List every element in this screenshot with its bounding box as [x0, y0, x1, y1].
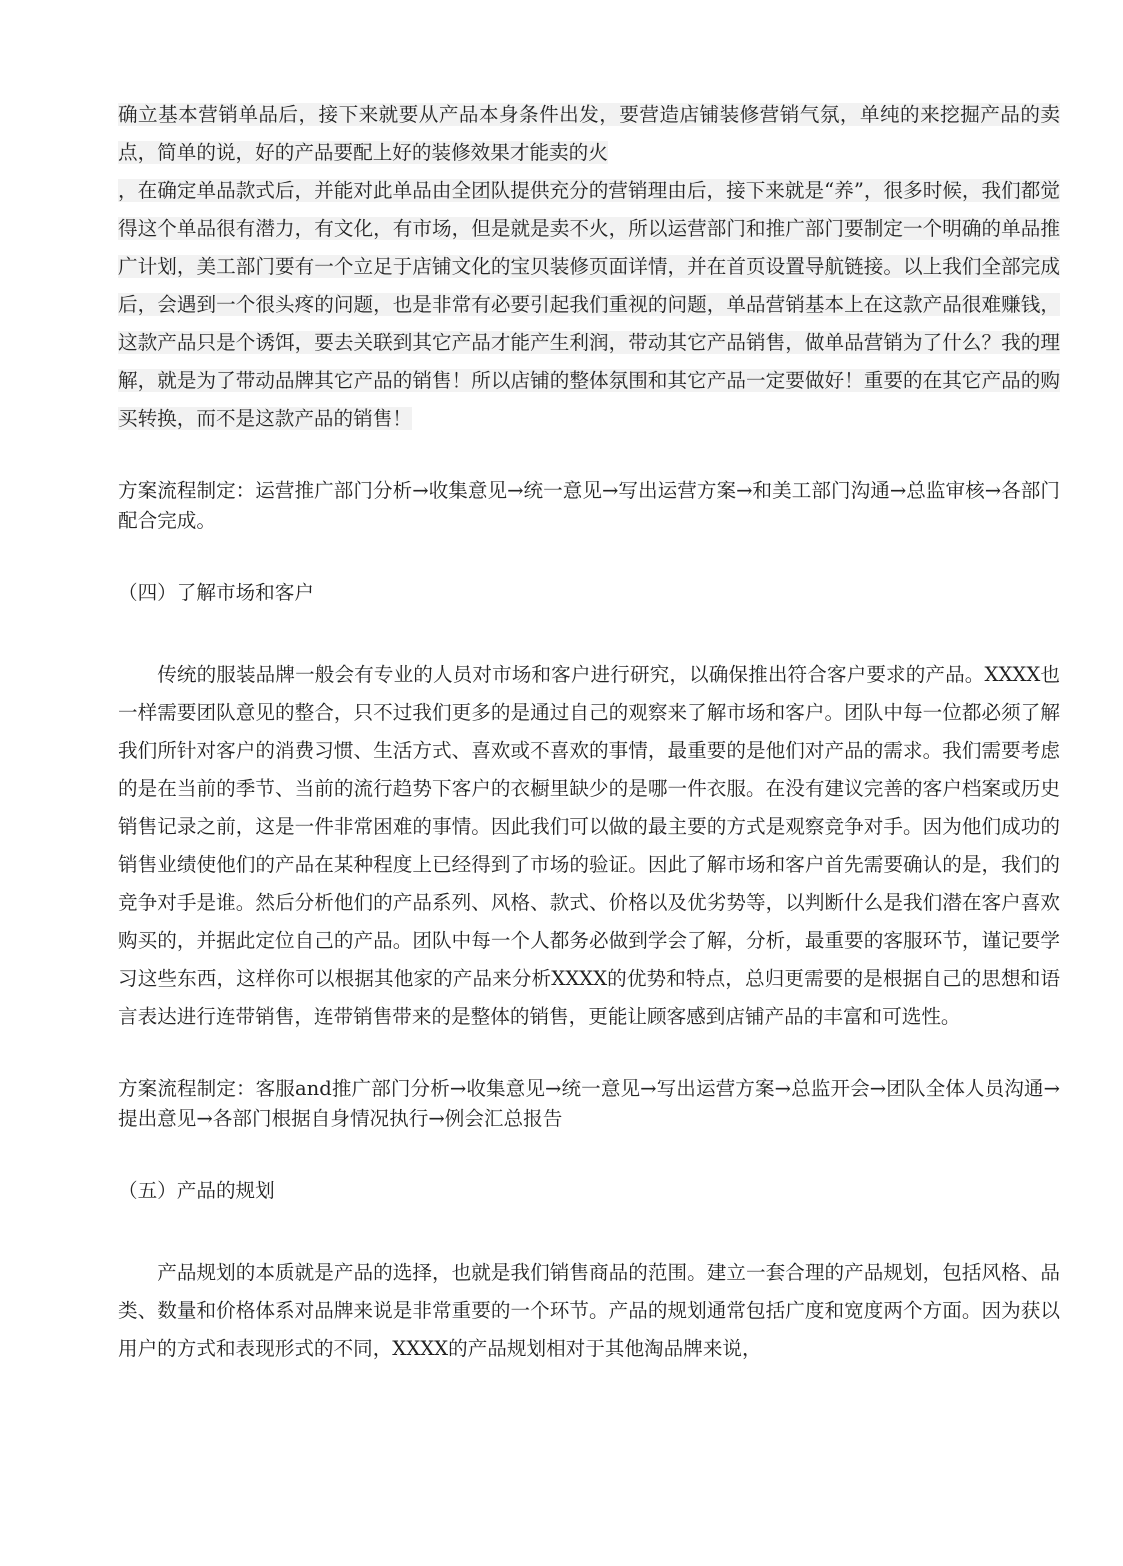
highlighted-text: 确立基本营销单品后，接下来就要从产品本身条件出发，要营造店铺装修营销气氛，单纯的来挖掘产品的卖点，简单的说，好的产品要配上好的装修效果才能卖的火 — [118, 103, 1060, 164]
spacer — [118, 1134, 1060, 1176]
paragraph-market-customer: 传统的服装品牌一般会有专业的人员对市场和客户进行研究，以确保推出符合客户要求的产品。XXXX也一样需要团队意见的整合，只不过我们更多的是通过自己的观察来了解市场和客户。团队中每一位都必须了解我们所针对客户的消费习惯、生活方式、喜欢或不喜欢的事情，最重要的是他们对产品的需求。我们需要考虑的是在当前的季节、当前的流行趋势下客户的衣橱里缺少的是哪一件衣服。在没有建议完善的客户档案或历史销售记录之前，这是一件非常困难的事情。因此我们可以做的最主要的方式是观察竞争对手。因为他们成功的销售业绩使他们的产品在某种程度上已经得到了市场的验证。因此了解市场和客户首先需要确认的是，我们的竞争对手是谁。然后分析他们的产品系列、风格、款式、价格以及优劣势等，以判断什么是我们潜在客户喜欢购买的，并据此定位自己的产品。团队中每一个人都务必做到学会了解，分析，最重要的客服环节，谨记要学习这些东西，这样你可以根据其他家的产品来分析XXXX的优势和特点，总归更需要的是根据自己的思想和语言表达进行连带销售，连带销售带来的是整体的销售，更能让顾客感到店铺产品的丰富和可选性。 — [118, 663, 1060, 1028]
spacer — [118, 1206, 1060, 1254]
spacer — [118, 438, 1060, 476]
highlighted-text: ，在确定单品款式后，并能对此单品由全团队提供充分的营销理由后，接下来就是“养”，很多时候，我们都觉得这个单品很有潜力，有文化，有市场，但是就是卖不火，所以运营部门和推广部门要制定一个明确的单品推广计划，美工部门要有一个立足于店铺文化的宝贝装修页面详情，并在首页设置导航链接。以上我们全部完成后，会遇到一个很头疼的问题，也是非常有必要引起我们重视的问题，单品营销基本上在这款产品很难赚钱，这款产品只是个诱饵，要去关联到其它产品才能产生利润，带动其它产品销售，做单品营销为了什么？我的理解，就是为了带动品牌其它产品的销售！所以店铺的整体氛围和其它产品一定要做好！重要的在其它产品的购买转换，而不是这款产品的销售！ — [118, 179, 1060, 430]
spacer — [118, 1036, 1060, 1074]
spacer — [118, 536, 1060, 578]
spacer — [118, 608, 1060, 656]
paragraph-product-planning: 产品规划的本质就是产品的选择，也就是我们销售商品的范围。建立一套合理的产品规划，包括风格、品类、数量和价格体系对品牌来说是非常重要的一个环节。产品的规划通常包括广度和宽度两个方面。因为获以用户的方式和表现形式的不同，XXXX的产品规划相对于其他淘品牌来说， — [118, 1261, 1060, 1360]
paragraph-single-product-intro — [118, 96, 1060, 172]
paragraph-single-product-promotion — [118, 172, 1060, 438]
section-heading-product-planning: （五）产品的规划 — [118, 1179, 275, 1202]
process-flow-text: 方案流程制定：客服and推广部门分析→收集意见→统一意见→写出运营方案→总监开会→团队全体人员沟通→提出意见→各部门根据自身情况执行→例会汇总报告 — [118, 1077, 1060, 1130]
process-flow-text: 方案流程制定：运营推广部门分析→收集意见→统一意见→写出运营方案→和美工部门沟通→总监审核→各部门配合完成。 — [118, 479, 1060, 532]
document-page — [118, 96, 1060, 1368]
section-heading-market: （四）了解市场和客户 — [118, 581, 314, 604]
